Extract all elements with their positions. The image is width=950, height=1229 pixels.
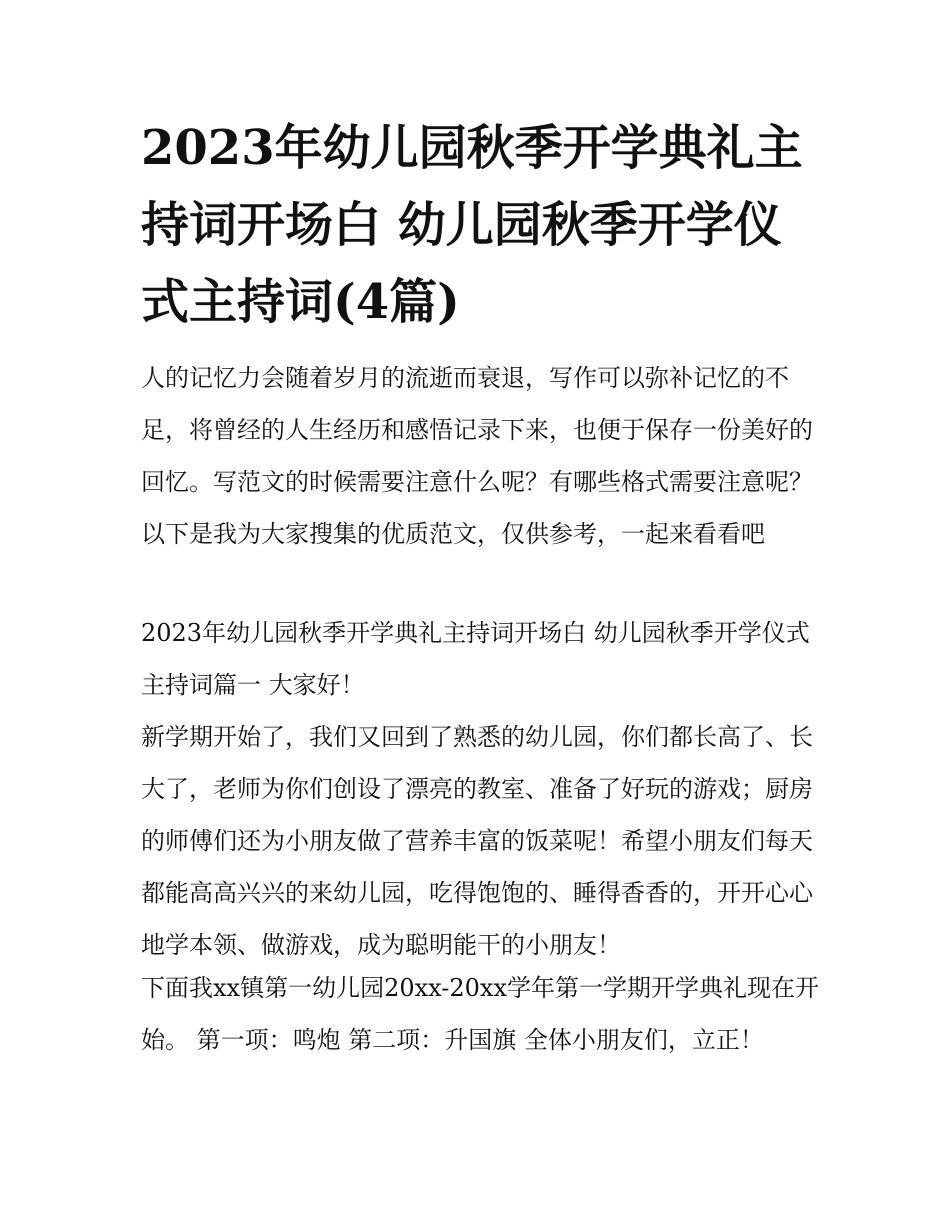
intro-paragraph: 人的记忆力会随着岁月的流逝而衰退，写作可以弥补记忆的不足，将曾经的人生经历和感悟记录下来，也便于保存一份美好的回忆。写范文的时候需要注意什么呢？有哪些格式需要注意呢？以下是我为大家搜集的优质范文，仅供参考，一起来看看吧: [141, 364, 813, 548]
document-title: 2023年幼儿园秋季开学典礼主持词开场白 幼儿园秋季开学仪式主持词(4篇): [141, 120, 803, 330]
greeting-paragraph: 新学期开始了，我们又回到了熟悉的幼儿园，你们都长高了、长大了，老师为你们创设了漂亮的教室、准备了好玩的游戏；厨房的师傅们还为小朋友做了营养丰富的饭菜呢！希望小朋友们每天都能高高兴兴的来幼儿园，吃得饱饱的、睡得香香的，开开心心地学本领、做游戏，成为聪明能干的小朋友！: [141, 723, 813, 959]
ceremony-start-paragraph: 下面我xx镇第一幼儿园20xx-20xx学年第一学期开学典礼现在开始。 第一项：鸣炮 第二项：升国旗 全体小朋友们，立正！: [141, 974, 819, 1054]
section-heading-paragraph: 2023年幼儿园秋季开学典礼主持词开场白 幼儿园秋季开学仪式主持词篇一 大家好！: [141, 619, 810, 699]
